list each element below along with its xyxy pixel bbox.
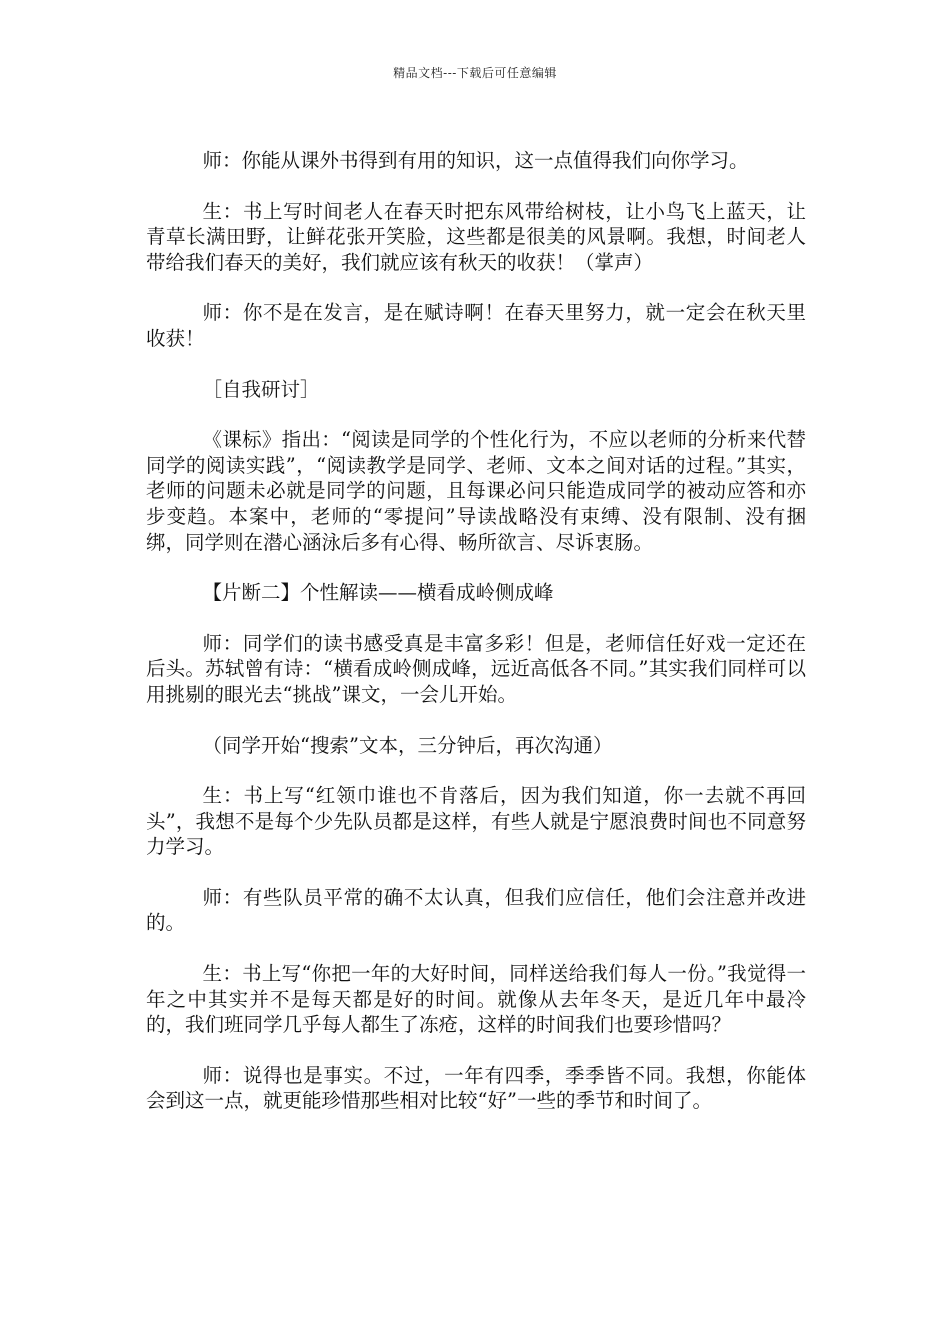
paragraph-teacher-4: 师：有些队员平常的确不太认真，但我们应信任，他们会注意并改进的。 (146, 885, 806, 935)
paragraph-teacher-2: 师：你不是在发言，是在赋诗啊！在春天里努力，就一定会在秋天里收获！ (146, 301, 806, 350)
paragraph-teacher-5: 师：说得也是事实。不过，一年有四季，季季皆不同。我想，你能体会到这一点，就更能珍惜那些相对比较“好”一些的季节和时间了。 (146, 1063, 806, 1113)
page-header: 精品文档---下载后可任意编辑 (393, 66, 557, 80)
paragraph-student-2: 生：书上写“红领巾谁也不肯落后，因为我们知道，你一去就不再回头”，我想不是每个少先队员都是这样，有些人就是宁愿浪费时间也不同意努力学习。 (146, 784, 806, 859)
paragraph-commentary: 《课标》指出：“阅读是同学的个性化行为，不应以老师的分析来代替同学的阅读实践”，“阅读教学是同学、老师、文本之间对话的过程。”其实，老师的问题未必就是同学的问题，且每课必问只能造成同学的被动应答和亦步变趋。本案中，老师的“零提问”导读战略没有束缚、没有限制、没有捆绑，同学则在潜心涵泳后多有心得、畅所欲言、尽诉衷肠。 (146, 428, 806, 554)
section-heading-self-study: ［自我研讨］ (202, 377, 320, 401)
section-heading-fragment-2: 【片断二】个性解读——横看成岭侧成峰 (202, 581, 554, 605)
paragraph-teacher-1: 师：你能从课外书得到有用的知识，这一点值得我们向你学习。 (202, 149, 749, 172)
paragraph-student-3: 生：书上写“你把一年的大好时间，同样送给我们每人一份。”我觉得一年之中其实并不是每天都是好的时间。就像从去年冬天，是近几年中最冷的，我们班同学几乎每人都生了冻疮，这样的时间我们也要珍惜吗？ (146, 962, 806, 1037)
document-body (146, 148, 806, 1139)
paragraph-stage-direction: （同学开始“搜索”文本，三分钟后，再次沟通） (202, 733, 613, 757)
paragraph-teacher-3: 师：同学们的读书感受真是丰富多彩！但是，老师信任好戏一定还在后头。苏轼曾有诗：“横看成岭侧成峰，远近高低各不同。”其实我们同样可以用挑剔的眼光去“挑战”课文，一会儿开始。 (146, 631, 806, 706)
paragraph-student-1: 生：书上写时间老人在春天时把东风带给树枝，让小鸟飞上蓝天，让青草长满田野，让鲜花张开笑脸，这些都是很美的风景啊。我想，时间老人带给我们春天的美好，我们就应该有秋天的收获！（掌声） (146, 199, 806, 274)
